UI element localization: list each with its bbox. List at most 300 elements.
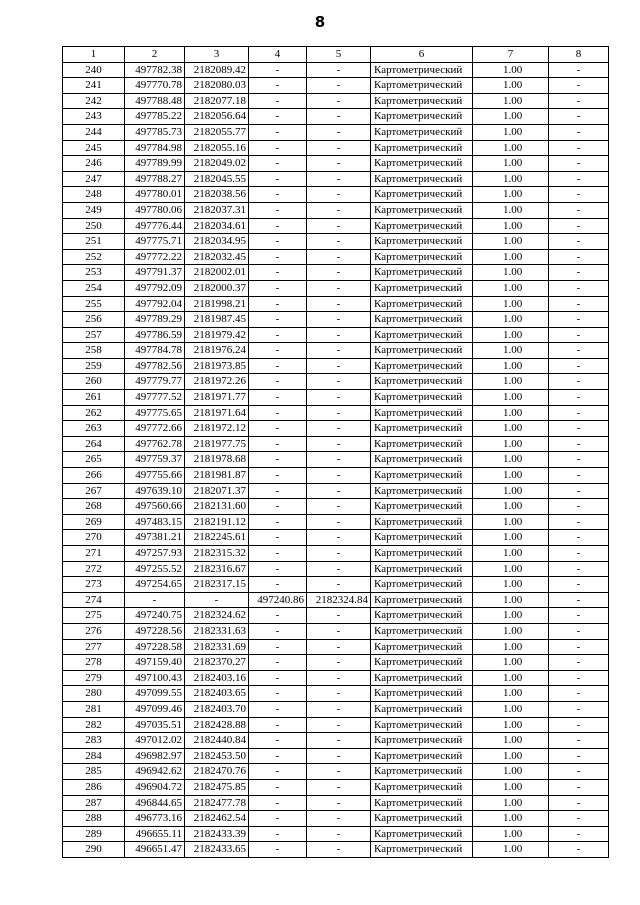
point-number-cell: 277 [63,639,125,655]
point-number-cell: 273 [63,577,125,593]
note-cell: - [549,249,609,265]
accuracy-cell: 1.00 [473,421,549,437]
table-row [63,171,609,187]
method-cell: Картометрический [371,577,473,593]
point-number-cell: 264 [63,436,125,452]
method-cell: Картометрический [371,405,473,421]
accuracy-cell: 1.00 [473,701,549,717]
accuracy-cell: 1.00 [473,62,549,78]
table-row [63,187,609,203]
accuracy-cell: 1.00 [473,483,549,499]
y-coordinate-cell: 2181981.87 [185,468,249,484]
note-cell: - [549,795,609,811]
y-coordinate-cell: 2182316.67 [185,561,249,577]
new-y-cell: - [307,327,371,343]
y-coordinate-cell: 2182470.76 [185,764,249,780]
y-coordinate-cell: 2182191.12 [185,514,249,530]
y-coordinate-cell: 2182089.42 [185,62,249,78]
y-coordinate-cell: 2181976.24 [185,343,249,359]
accuracy-cell: 1.00 [473,156,549,172]
accuracy-cell: 1.00 [473,733,549,749]
point-number-cell: 242 [63,93,125,109]
point-number-cell: 254 [63,280,125,296]
note-cell: - [549,842,609,858]
y-coordinate-cell: 2182324.62 [185,608,249,624]
new-y-cell: - [307,358,371,374]
point-number-cell: 261 [63,390,125,406]
new-y-cell: - [307,436,371,452]
note-cell: - [549,592,609,608]
accuracy-cell: 1.00 [473,577,549,593]
point-number-cell: 269 [63,514,125,530]
note-cell: - [549,140,609,156]
new-y-cell: - [307,124,371,140]
point-number-cell: 274 [63,592,125,608]
column-header-3: 3 [185,47,249,63]
point-number-cell: 268 [63,499,125,515]
y-coordinate-cell: 2182475.85 [185,779,249,795]
note-cell: - [549,748,609,764]
new-x-cell: - [249,421,307,437]
y-coordinate-cell: 2182034.61 [185,218,249,234]
accuracy-cell: 1.00 [473,623,549,639]
point-number-cell: 267 [63,483,125,499]
method-cell: Картометрический [371,795,473,811]
new-y-cell: - [307,483,371,499]
accuracy-cell: 1.00 [473,343,549,359]
note-cell: - [549,234,609,250]
new-x-cell: - [249,327,307,343]
x-coordinate-cell: 497240.75 [125,608,185,624]
method-cell: Картометрический [371,187,473,203]
new-x-cell: - [249,109,307,125]
y-coordinate-cell: 2182433.65 [185,842,249,858]
point-number-cell: 287 [63,795,125,811]
method-cell: Картометрический [371,546,473,562]
note-cell: - [549,561,609,577]
new-y-cell: - [307,717,371,733]
new-y-cell: - [307,62,371,78]
new-y-cell: - [307,561,371,577]
accuracy-cell: 1.00 [473,78,549,94]
note-cell: - [549,499,609,515]
column-header-6: 6 [371,47,473,63]
accuracy-cell: 1.00 [473,764,549,780]
accuracy-cell: 1.00 [473,249,549,265]
new-y-cell: - [307,499,371,515]
method-cell: Картометрический [371,312,473,328]
point-number-cell: 272 [63,561,125,577]
y-coordinate-cell: 2182315.32 [185,546,249,562]
point-number-cell: 260 [63,374,125,390]
point-number-cell: 248 [63,187,125,203]
point-number-cell: 262 [63,405,125,421]
method-cell: Картометрический [371,639,473,655]
new-y-cell: - [307,795,371,811]
new-x-cell: - [249,312,307,328]
point-number-cell: 278 [63,655,125,671]
point-number-cell: 265 [63,452,125,468]
y-coordinate-cell: 2181977.75 [185,436,249,452]
new-y-cell: - [307,390,371,406]
accuracy-cell: 1.00 [473,436,549,452]
x-coordinate-cell: 497228.56 [125,623,185,639]
new-y-cell: - [307,93,371,109]
y-coordinate-cell: 2181998.21 [185,296,249,312]
method-cell: Картометрический [371,124,473,140]
point-number-cell: 285 [63,764,125,780]
point-number-cell: 280 [63,686,125,702]
note-cell: - [549,312,609,328]
y-coordinate-cell: 2182055.16 [185,140,249,156]
accuracy-cell: 1.00 [473,280,549,296]
table-row [63,296,609,312]
new-x-cell: - [249,639,307,655]
column-header-5: 5 [307,47,371,63]
table-row [63,421,609,437]
method-cell: Картометрический [371,78,473,94]
table-row [63,779,609,795]
note-cell: - [549,530,609,546]
x-coordinate-cell: 497779.77 [125,374,185,390]
point-number-cell: 275 [63,608,125,624]
new-x-cell: - [249,187,307,203]
y-coordinate-cell: 2182002.01 [185,265,249,281]
x-coordinate-cell: - [125,592,185,608]
new-x-cell: - [249,686,307,702]
point-number-cell: 288 [63,811,125,827]
method-cell: Картометрический [371,670,473,686]
y-coordinate-cell: 2182049.02 [185,156,249,172]
accuracy-cell: 1.00 [473,234,549,250]
accuracy-cell: 1.00 [473,358,549,374]
method-cell: Картометрический [371,686,473,702]
method-cell: Картометрический [371,842,473,858]
table-row [63,249,609,265]
table-row [63,795,609,811]
accuracy-cell: 1.00 [473,171,549,187]
note-cell: - [549,514,609,530]
accuracy-cell: 1.00 [473,499,549,515]
x-coordinate-cell: 497381.21 [125,530,185,546]
accuracy-cell: 1.00 [473,608,549,624]
point-number-cell: 250 [63,218,125,234]
x-coordinate-cell: 497772.22 [125,249,185,265]
y-coordinate-cell: - [185,592,249,608]
new-x-cell: - [249,234,307,250]
method-cell: Картометрический [371,358,473,374]
y-coordinate-cell: 2181978.68 [185,452,249,468]
new-x-cell: - [249,514,307,530]
new-x-cell: - [249,218,307,234]
x-coordinate-cell: 497560.66 [125,499,185,515]
new-x-cell: - [249,701,307,717]
method-cell: Картометрический [371,140,473,156]
new-x-cell: - [249,93,307,109]
y-coordinate-cell: 2182245.61 [185,530,249,546]
method-cell: Картометрический [371,483,473,499]
table-row [63,733,609,749]
method-cell: Картометрический [371,623,473,639]
table-row [63,577,609,593]
note-cell: - [549,327,609,343]
x-coordinate-cell: 496942.62 [125,764,185,780]
x-coordinate-cell: 496904.72 [125,779,185,795]
point-number-cell: 286 [63,779,125,795]
method-cell: Картометрический [371,561,473,577]
new-x-cell: - [249,670,307,686]
new-x-cell: - [249,156,307,172]
note-cell: - [549,608,609,624]
accuracy-cell: 1.00 [473,109,549,125]
point-number-cell: 279 [63,670,125,686]
method-cell: Картометрический [371,701,473,717]
y-coordinate-cell: 2182034.95 [185,234,249,250]
table-row [63,811,609,827]
note-cell: - [549,670,609,686]
table-row [63,530,609,546]
table-row [63,826,609,842]
table-row [63,670,609,686]
point-number-cell: 258 [63,343,125,359]
x-coordinate-cell: 497785.73 [125,124,185,140]
new-y-cell: - [307,218,371,234]
table-row [63,748,609,764]
point-number-cell: 259 [63,358,125,374]
table-row [63,234,609,250]
method-cell: Картометрический [371,202,473,218]
point-number-cell: 253 [63,265,125,281]
x-coordinate-cell: 496844.65 [125,795,185,811]
new-y-cell: - [307,748,371,764]
method-cell: Картометрический [371,390,473,406]
x-coordinate-cell: 497792.04 [125,296,185,312]
new-y-cell: - [307,109,371,125]
table-row [63,312,609,328]
new-y-cell: - [307,312,371,328]
point-number-cell: 256 [63,312,125,328]
point-number-cell: 281 [63,701,125,717]
new-x-cell: - [249,405,307,421]
note-cell: - [549,452,609,468]
accuracy-cell: 1.00 [473,639,549,655]
method-cell: Картометрический [371,655,473,671]
new-x-cell: - [249,623,307,639]
new-y-cell: - [307,701,371,717]
table-row [63,390,609,406]
accuracy-cell: 1.00 [473,592,549,608]
accuracy-cell: 1.00 [473,374,549,390]
method-cell: Картометрический [371,327,473,343]
point-number-cell: 240 [63,62,125,78]
note-cell: - [549,296,609,312]
table-row [63,639,609,655]
accuracy-cell: 1.00 [473,655,549,671]
method-cell: Картометрический [371,234,473,250]
y-coordinate-cell: 2181979.42 [185,327,249,343]
table-row [63,514,609,530]
note-cell: - [549,218,609,234]
table-row [63,468,609,484]
table-row [63,561,609,577]
new-x-cell: - [249,265,307,281]
method-cell: Картометрический [371,374,473,390]
note-cell: - [549,779,609,795]
new-x-cell: - [249,826,307,842]
point-number-cell: 257 [63,327,125,343]
y-coordinate-cell: 2182037.31 [185,202,249,218]
method-cell: Картометрический [371,218,473,234]
table-row [63,717,609,733]
table-row [63,327,609,343]
new-x-cell: 497240.86 [249,592,307,608]
new-x-cell: - [249,249,307,265]
method-cell: Картометрический [371,436,473,452]
column-header-7: 7 [473,47,549,63]
accuracy-cell: 1.00 [473,390,549,406]
new-y-cell: - [307,686,371,702]
note-cell: - [549,280,609,296]
new-x-cell: - [249,842,307,858]
method-cell: Картометрический [371,249,473,265]
new-y-cell: - [307,623,371,639]
point-number-cell: 290 [63,842,125,858]
column-header-4: 4 [249,47,307,63]
new-x-cell: - [249,499,307,515]
table-row [63,655,609,671]
point-number-cell: 247 [63,171,125,187]
new-y-cell: 2182324.84 [307,592,371,608]
new-y-cell: - [307,156,371,172]
table-row [63,483,609,499]
new-y-cell: - [307,296,371,312]
y-coordinate-cell: 2182477.78 [185,795,249,811]
table-row [63,109,609,125]
table-row [63,623,609,639]
method-cell: Картометрический [371,468,473,484]
table-row [63,343,609,359]
note-cell: - [549,78,609,94]
method-cell: Картометрический [371,779,473,795]
new-y-cell: - [307,546,371,562]
accuracy-cell: 1.00 [473,514,549,530]
x-coordinate-cell: 497775.71 [125,234,185,250]
note-cell: - [549,826,609,842]
method-cell: Картометрический [371,109,473,125]
new-y-cell: - [307,452,371,468]
method-cell: Картометрический [371,421,473,437]
x-coordinate-cell: 497789.29 [125,312,185,328]
new-x-cell: - [249,483,307,499]
y-coordinate-cell: 2182080.03 [185,78,249,94]
method-cell: Картометрический [371,608,473,624]
point-number-cell: 282 [63,717,125,733]
new-y-cell: - [307,655,371,671]
new-x-cell: - [249,78,307,94]
note-cell: - [549,436,609,452]
x-coordinate-cell: 497789.99 [125,156,185,172]
new-x-cell: - [249,530,307,546]
y-coordinate-cell: 2182131.60 [185,499,249,515]
point-number-cell: 270 [63,530,125,546]
x-coordinate-cell: 497770.78 [125,78,185,94]
table-row [63,358,609,374]
page-number: 8 [314,13,326,31]
accuracy-cell: 1.00 [473,265,549,281]
note-cell: - [549,109,609,125]
accuracy-cell: 1.00 [473,842,549,858]
point-number-cell: 249 [63,202,125,218]
note-cell: - [549,374,609,390]
accuracy-cell: 1.00 [473,187,549,203]
y-coordinate-cell: 2182331.63 [185,623,249,639]
accuracy-cell: 1.00 [473,405,549,421]
note-cell: - [549,701,609,717]
new-y-cell: - [307,733,371,749]
new-y-cell: - [307,405,371,421]
x-coordinate-cell: 497788.27 [125,171,185,187]
note-cell: - [549,577,609,593]
y-coordinate-cell: 2182032.45 [185,249,249,265]
x-coordinate-cell: 497777.52 [125,390,185,406]
method-cell: Картометрический [371,343,473,359]
table-row [63,546,609,562]
method-cell: Картометрический [371,93,473,109]
table-body [63,62,609,857]
new-y-cell: - [307,343,371,359]
new-y-cell: - [307,78,371,94]
point-number-cell: 243 [63,109,125,125]
x-coordinate-cell: 497782.38 [125,62,185,78]
accuracy-cell: 1.00 [473,296,549,312]
coordinates-table [62,46,609,858]
accuracy-cell: 1.00 [473,779,549,795]
new-y-cell: - [307,577,371,593]
new-x-cell: - [249,779,307,795]
note-cell: - [549,171,609,187]
note-cell: - [549,483,609,499]
point-number-cell: 255 [63,296,125,312]
y-coordinate-cell: 2181971.64 [185,405,249,421]
x-coordinate-cell: 496982.97 [125,748,185,764]
new-y-cell: - [307,187,371,203]
x-coordinate-cell: 497775.65 [125,405,185,421]
method-cell: Картометрический [371,280,473,296]
point-number-cell: 241 [63,78,125,94]
y-coordinate-cell: 2182403.16 [185,670,249,686]
new-x-cell: - [249,546,307,562]
table-row [63,124,609,140]
note-cell: - [549,124,609,140]
x-coordinate-cell: 497780.01 [125,187,185,203]
new-x-cell: - [249,202,307,218]
method-cell: Картометрический [371,499,473,515]
new-x-cell: - [249,390,307,406]
new-x-cell: - [249,358,307,374]
y-coordinate-cell: 2182370.27 [185,655,249,671]
accuracy-cell: 1.00 [473,561,549,577]
note-cell: - [549,202,609,218]
note-cell: - [549,358,609,374]
method-cell: Картометрический [371,764,473,780]
point-number-cell: 271 [63,546,125,562]
method-cell: Картометрический [371,717,473,733]
table-row [63,499,609,515]
y-coordinate-cell: 2182056.64 [185,109,249,125]
new-y-cell: - [307,514,371,530]
y-coordinate-cell: 2182453.50 [185,748,249,764]
new-y-cell: - [307,374,371,390]
